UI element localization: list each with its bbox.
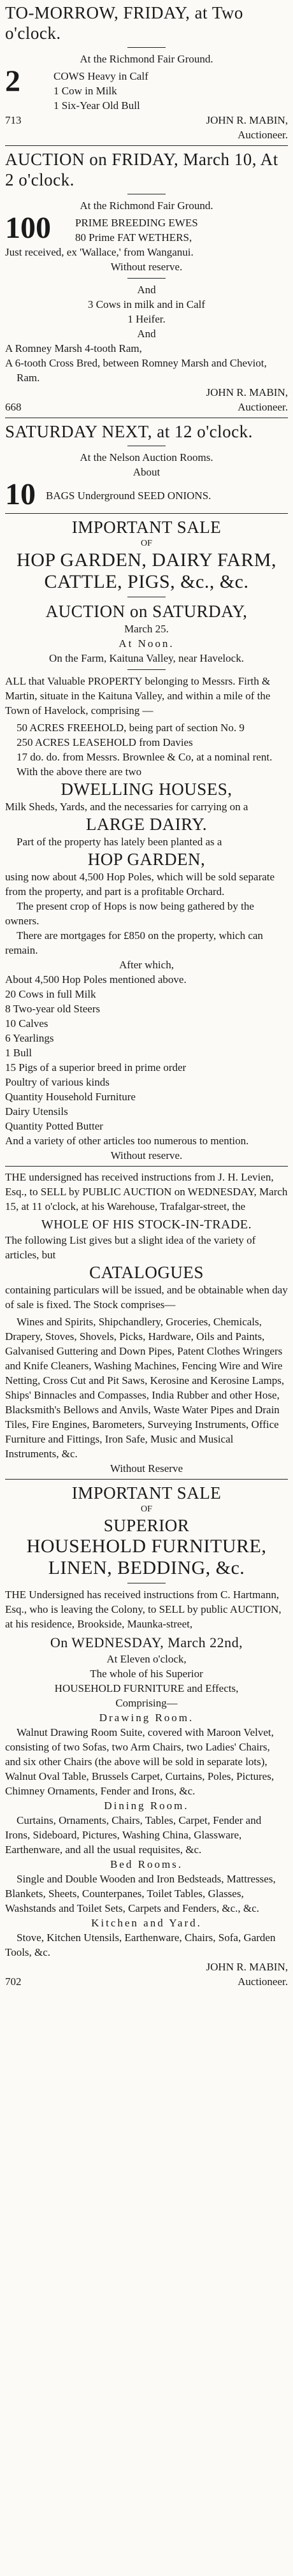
column-rule [5, 1479, 288, 1480]
list-item: 15 Pigs of a superior breed in prime order [5, 1061, 187, 1073]
room-heading: Kitchen and Yard. [91, 1917, 202, 1929]
list-item: About 4,500 Hop Poles mentioned above. [5, 973, 187, 986]
list-item: Dairy Utensils [5, 1105, 68, 1117]
ad-paragraph: There are mortgages for £850 on the property, which can remain. [5, 929, 263, 956]
reserve-note: Without Reserve [110, 1462, 183, 1474]
room-heading: Bed Rooms. [110, 1858, 183, 1870]
ad-paragraph: The present crop of Hops is now being gathered by the owners. [5, 900, 254, 927]
ad-title: IMPORTANT SALE [71, 1483, 222, 1503]
room-heading: Dining Room. [104, 1800, 189, 1812]
ad-subheading: DWELLING HOUSES, [61, 780, 232, 799]
auction-ad-onions [5, 421, 288, 510]
property-item: 17 do. do. from Messrs. Brownlee & Co, at a nominal rent. [17, 751, 273, 763]
column-rule [5, 513, 288, 514]
reserve-note: Without reserve. [110, 261, 183, 273]
lot-count: 2 [5, 64, 20, 98]
ad-title: HOUSEHOLD FURNITURE, [26, 1536, 267, 1557]
divider [127, 669, 166, 670]
lot-count: 10 [5, 477, 36, 511]
signature-row [5, 400, 288, 414]
ad-time: At Noon. [118, 637, 175, 650]
list-item: 8 Two-year old Steers [5, 1003, 101, 1015]
and-label: And [137, 284, 156, 296]
room-contents: Walnut Drawing Room Suite, covered with Maroon Velvet, consisting of two Sofas, two Arm Chairs, two Ladies' Chairs, and six other Chairs (the above will be sold in separate lots), Walnut Oval Table, Brussels Carpet, Curtains, Poles, Pictures, Chimney Ornaments, Fender and Irons, &c. [5, 1726, 275, 1797]
ad-time: At Eleven o'clock, [106, 1653, 187, 1665]
ad-title: OF [141, 539, 152, 548]
lot-list [5, 972, 288, 1148]
property-item: 250 ACRES LEASEHOLD from Davies [17, 736, 193, 748]
ad-heading: On WEDNESDAY, March 22nd, [50, 1634, 243, 1650]
auctioneer-title: Auctioneer. [238, 129, 288, 141]
lot-line: A Romney Marsh 4-tooth Ram, [5, 342, 142, 354]
lot-block [5, 66, 288, 113]
ad-paragraph: using now about 4,500 Hop Poles, which will be sold separate from the property, and part is a profitable Orchard. [5, 871, 275, 898]
ad-heading: AUCTION on FRIDAY, March 10, At 2 o'clock. [5, 150, 278, 189]
list-item: Quantity Potted Butter [5, 1120, 103, 1132]
ad-title: SUPERIOR [103, 1516, 190, 1535]
auctioneer-name: JOHN R. MABIN, [206, 114, 288, 126]
auctioneer-name: JOHN R. MABIN, [206, 386, 288, 398]
lot-line: 3 Cows in milk and in Calf [87, 298, 206, 310]
ad-title: LINEN, BEDDING, &c. [48, 1557, 245, 1578]
ad-title: CATTLE, PIGS, &c., &c. [44, 571, 249, 592]
list-item: Quantity Household Furniture [5, 1091, 136, 1103]
ad-location: At the Nelson Auction Rooms. [80, 451, 213, 463]
ad-paragraph: The following List gives but a slight idea of the variety of articles, but [5, 1234, 256, 1261]
lot-line: BAGS Underground SEED ONIONS. [46, 490, 211, 502]
ad-paragraph: THE undersigned has received instructions from J. H. Levien, Esq., to SELL by PUBLIC AUCTION on WEDNESDAY, March 15, at 11 o'clock, at his Warehouse, Trafalgar-street, the [5, 1171, 288, 1212]
about-label: About [132, 466, 161, 478]
room-contents: Curtains, Ornaments, Chairs, Tables, Carpet, Fender and Irons, Sideboard, Pictures, Washing China, Glassware, Earthenware, and all the usual requisites, &c. [5, 1814, 262, 1856]
auction-ad-hop-garden [5, 517, 288, 1163]
lot-line: PRIME BREEDING EWES [75, 217, 198, 229]
lot-line: COWS Heavy in Calf [54, 70, 148, 82]
auction-ad-household-furniture [5, 1483, 288, 1989]
ad-paragraph: THE Undersigned has received instructions from C. Hartmann, Esq., who is leaving the Colony, to SELL by public AUCTION, at his residence, Brookside, Maunka-street, [5, 1589, 282, 1630]
room-contents: Single and Double Wooden and Iron Bedsteads, Mattresses, Blankets, Sheets, Counterpanes, Toilet Tables, Glasses, Washstands and Toilet Sets, Carpets and Fenders, &c., &c. [5, 1873, 276, 1914]
auction-ad-ewes [5, 149, 288, 414]
list-item: 1 Bull [5, 1047, 32, 1059]
lot-line: 80 Prime FAT WETHERS, [75, 231, 192, 244]
ad-subheading: CATALOGUES [89, 1263, 204, 1282]
ad-subheading: HOP GARDEN, [87, 850, 206, 869]
ad-title: OF [141, 1504, 152, 1514]
lot-count: 100 [5, 211, 51, 245]
room-contents: Stove, Kitchen Utensils, Earthenware, Chairs, Sofa, Garden Tools, &c. [5, 1932, 276, 1958]
ad-ref-number: 702 [5, 1976, 22, 1988]
ad-paragraph: Wines and Spirits, Shipchandlery, Groceries, Chemicals, Drapery, Stoves, Shovels, Picks, Hardware, Oils and Paints, Galvanised Guttering and Down Pipes, Patent Clothes Wringers and Knife Cleaners, Washing Machines, Fencing Wire and Wire Netting, Cross Cut and Pit Saws, Kerosine and Kerosine Lamps, Ships' Binnacles and Compasses, India Rubber and other Hose, Blacksmith's Bellows and Anvils, Waste Water Pipes and Drain Tiles, Fire Engines, Barometers, Surveying Instruments, Office Furniture and Fittings, Iron Safe, Music and Musical Instruments, &c. [5, 1316, 285, 1460]
auctioneer-title: Auctioneer. [238, 401, 288, 413]
lot-line: Just received, ex 'Wallace,' from Wanganui. [5, 246, 194, 258]
list-item: Poultry of various kinds [5, 1076, 110, 1088]
list-item: 6 Yearlings [5, 1032, 54, 1044]
divider [127, 47, 166, 48]
ad-location: At the Richmond Fair Ground. [80, 53, 213, 65]
ad-title: HOP GARDEN, DAIRY FARM, [17, 549, 276, 571]
ad-ref-number: 668 [5, 401, 22, 413]
ad-title: IMPORTANT SALE [71, 518, 222, 537]
ad-location: At the Richmond Fair Ground. [80, 200, 213, 212]
ad-subheading: HOUSEHOLD FURNITURE and Effects, [54, 1682, 239, 1694]
ad-paragraph: With the above there are two [17, 766, 142, 778]
divider [127, 278, 166, 279]
signature-row [5, 113, 288, 127]
lot-line: 1 Cow in Milk [54, 85, 117, 97]
auction-ad-stock-in-trade [5, 1170, 288, 1476]
ad-line: Comprising— [115, 1697, 178, 1709]
lot-line: A 6-tooth Cross Bred, between Romney Marsh and Cheviot, Ram. [5, 357, 267, 384]
ad-subheading: WHOLE OF HIS STOCK-IN-TRADE. [41, 1218, 252, 1232]
reserve-note: Without reserve. [110, 1149, 183, 1161]
list-item: 10 Calves [5, 1017, 48, 1030]
ad-paragraph: Milk Sheds, Yards, and the necessaries for carrying on a [5, 801, 248, 813]
list-item: And a variety of other articles too numerous to mention. [5, 1135, 249, 1147]
auctioneer-name: JOHN R. MABIN, [206, 1961, 288, 1973]
signature-row [5, 1974, 288, 1989]
ad-heading: TO-MORROW, FRIDAY, at Two o'clock. [5, 3, 243, 43]
lot-line: 1 Six-Year Old Bull [54, 99, 140, 112]
ad-ref-number: 713 [5, 114, 22, 126]
ad-paragraph: containing particulars will be issued, and be obtainable when day of sale is fixed. The Stock comprises— [5, 1284, 288, 1311]
column-rule [5, 145, 288, 146]
lot-block [5, 479, 288, 510]
list-item: 20 Cows in full Milk [5, 988, 96, 1000]
ad-subheading: LARGE DAIRY. [85, 815, 208, 834]
ad-heading: AUCTION on SATURDAY, [45, 602, 248, 621]
ad-location: On the Farm, Kaituna Valley, near Havelock. [49, 652, 244, 664]
auctioneer-title: Auctioneer. [238, 1976, 288, 1988]
ad-heading: SATURDAY NEXT, at 12 o'clock. [5, 422, 253, 441]
room-heading: Drawing Room. [99, 1712, 194, 1724]
column-rule [5, 1166, 288, 1167]
lot-block [5, 213, 288, 245]
property-item: 50 ACRES FREEHOLD, being part of section No. 9 [17, 722, 245, 734]
ad-heading: March 25. [124, 623, 169, 635]
and-label: And [137, 328, 156, 340]
ad-paragraph: ALL that Valuable PROPERTY belonging to Messrs. Firth & Martin, situate in the Kaituna Valley, and within a mile of the Town of Havelock, comprising — [5, 675, 271, 717]
ad-paragraph: Part of the property has lately been planted as a [17, 836, 222, 848]
after-label: After which, [119, 959, 174, 971]
lot-line: 1 Heifer. [127, 313, 166, 325]
auction-ad-cows [5, 3, 288, 142]
ad-line: The whole of his Superior [90, 1668, 203, 1680]
